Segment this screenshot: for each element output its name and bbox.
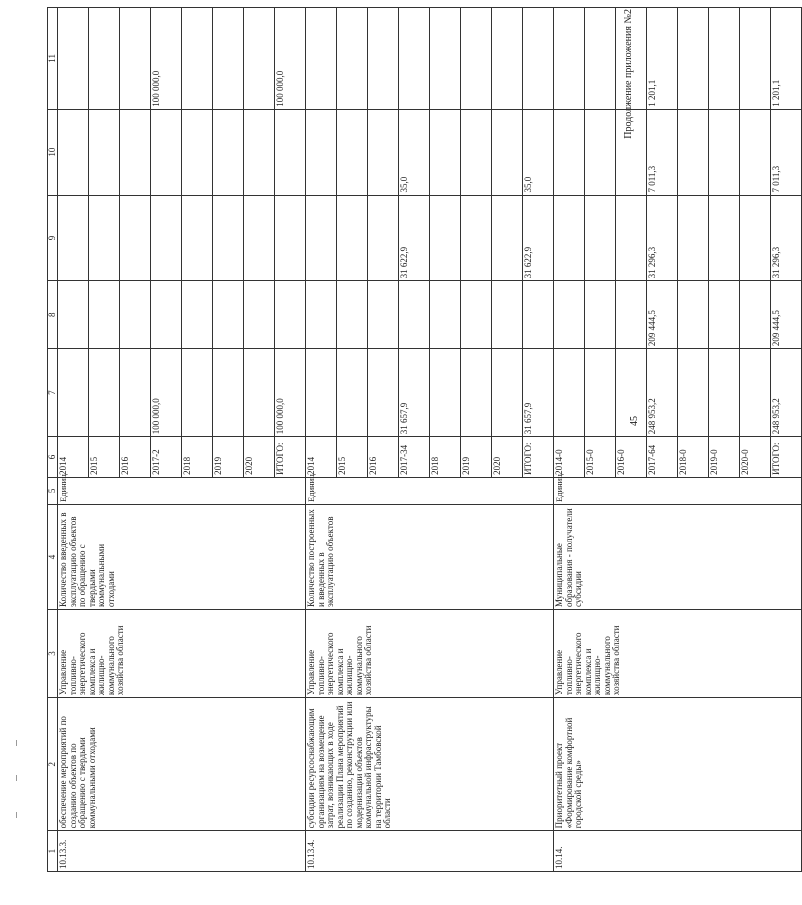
value-extra [182, 8, 213, 110]
value-total [740, 349, 771, 437]
value-federal: 209 444,5 [647, 281, 678, 349]
value-regional [430, 195, 461, 281]
page-number: 45 [629, 416, 640, 426]
row-year: 2016 [368, 437, 399, 478]
value-total [213, 349, 244, 437]
value-regional [585, 195, 616, 281]
value-local [492, 109, 523, 195]
value-federal [213, 281, 244, 349]
value-local [678, 109, 709, 195]
header-row [48, 8, 58, 872]
value-local [244, 109, 275, 195]
value-federal [461, 281, 492, 349]
value-local [368, 109, 399, 195]
header-col-9: 9 [48, 195, 58, 281]
value-extra [58, 8, 89, 110]
value-federal [678, 281, 709, 349]
value-total [461, 349, 492, 437]
value-federal [399, 281, 430, 349]
table-row [554, 8, 585, 872]
value-extra [616, 8, 647, 110]
value-extra [740, 8, 771, 110]
header-col-10: 10 [48, 109, 58, 195]
section-code: 10.14. [554, 831, 802, 872]
value-federal [275, 281, 306, 349]
header-col-3: 3 [48, 609, 58, 697]
value-total: 248 953,2 [771, 349, 802, 437]
value-total: 100 000,0 [151, 349, 182, 437]
row-year: 2015 [89, 437, 120, 478]
row-year: 2014 [58, 437, 89, 478]
value-local: 7 011,3 [647, 109, 678, 195]
header-col-5: 5 [48, 477, 58, 504]
value-federal [616, 281, 647, 349]
value-regional [244, 195, 275, 281]
section-unit: Единиц [554, 477, 802, 504]
value-total [182, 349, 213, 437]
value-regional [213, 195, 244, 281]
value-regional [89, 195, 120, 281]
value-total [89, 349, 120, 437]
value-local [275, 109, 306, 195]
row-year: 2016-0 [616, 437, 647, 478]
value-regional [182, 195, 213, 281]
value-local [89, 109, 120, 195]
value-total [678, 349, 709, 437]
value-regional [709, 195, 740, 281]
header-col-4: 4 [48, 504, 58, 609]
section-code: 10.13.4. [306, 831, 554, 872]
scan-artifact [16, 740, 17, 746]
value-regional [461, 195, 492, 281]
value-local [461, 109, 492, 195]
header-col-1: 1 [48, 831, 58, 872]
value-extra [89, 8, 120, 110]
value-local [306, 109, 337, 195]
row-year: ИТОГО: [771, 437, 802, 478]
row-year: 2018 [430, 437, 461, 478]
value-regional [492, 195, 523, 281]
value-local: 7 011,3 [771, 109, 802, 195]
row-year: 2019 [461, 437, 492, 478]
value-regional [306, 195, 337, 281]
value-federal [306, 281, 337, 349]
value-local [616, 109, 647, 195]
section-executor: Управление топливно-энергетического комплекса и жилищно-коммунального хозяйства области [554, 609, 802, 697]
value-local: 35,0 [523, 109, 554, 195]
value-extra [461, 8, 492, 110]
value-federal [554, 281, 585, 349]
row-year: 2019 [213, 437, 244, 478]
value-total [554, 349, 585, 437]
value-local [430, 109, 461, 195]
row-year: 2020 [244, 437, 275, 478]
value-regional: 31 622,9 [523, 195, 554, 281]
rotated-sheet [43, 7, 782, 872]
value-regional [368, 195, 399, 281]
row-year: 2017-34 [399, 437, 430, 478]
value-regional [554, 195, 585, 281]
section-unit: Единиц [306, 477, 554, 504]
value-total [492, 349, 523, 437]
value-extra: 100 000,0 [275, 8, 306, 110]
value-local [58, 109, 89, 195]
value-local [709, 109, 740, 195]
section-executor: Управление топливно-энергетического комплекса и жилищно-коммунального хозяйства области [58, 609, 306, 697]
table-row [58, 8, 89, 872]
header-col-8: 8 [48, 281, 58, 349]
header-col-2: 2 [48, 698, 58, 831]
value-regional [275, 195, 306, 281]
value-federal [337, 281, 368, 349]
row-year: 2014-0 [554, 437, 585, 478]
section-name: обеспечение мероприятий по созданию объектов по обращению с твердыми коммунальными отходами [58, 698, 306, 831]
row-year: 2018-0 [678, 437, 709, 478]
value-local [740, 109, 771, 195]
value-regional [151, 195, 182, 281]
value-total [58, 349, 89, 437]
value-federal [120, 281, 151, 349]
header-col-11: 11 [48, 8, 58, 110]
value-local [585, 109, 616, 195]
section-name: Приоритетный проект «Формирование комфортной городской среды» [554, 698, 802, 831]
value-total [430, 349, 461, 437]
value-extra [306, 8, 337, 110]
value-regional: 31 296,3 [647, 195, 678, 281]
program-table [47, 7, 802, 872]
row-year: ИТОГО: [523, 437, 554, 478]
value-extra [368, 8, 399, 110]
value-regional [616, 195, 647, 281]
value-federal [151, 281, 182, 349]
value-extra [709, 8, 740, 110]
value-extra [337, 8, 368, 110]
appendix-label: Продолжение приложения №2 [623, 9, 634, 139]
row-year: 2015-0 [585, 437, 616, 478]
value-extra [585, 8, 616, 110]
value-local [554, 109, 585, 195]
value-extra [430, 8, 461, 110]
section-code: 10.13.3. [58, 831, 306, 872]
value-federal [58, 281, 89, 349]
value-total [368, 349, 399, 437]
value-local [182, 109, 213, 195]
value-local: 35,0 [399, 109, 430, 195]
value-extra [120, 8, 151, 110]
value-extra [213, 8, 244, 110]
value-regional [58, 195, 89, 281]
row-year: 2014 [306, 437, 337, 478]
header-col-7: 7 [48, 349, 58, 437]
value-regional [337, 195, 368, 281]
value-local [120, 109, 151, 195]
value-total: 100 000,0 [275, 349, 306, 437]
value-federal [89, 281, 120, 349]
row-year: 2017-64 [647, 437, 678, 478]
header-col-6: 6 [48, 437, 58, 478]
value-extra [399, 8, 430, 110]
value-regional [678, 195, 709, 281]
section-unit: Единиц [58, 477, 306, 504]
value-extra: 1 201,1 [771, 8, 802, 110]
value-extra [554, 8, 585, 110]
value-extra [523, 8, 554, 110]
value-regional [740, 195, 771, 281]
section-name: субсидии ресурсоснабжающим организациям на возмещение затрат, возникающих в ходе реализации Плана мероприятий по созданию, реконструкции или модернизации объектов коммунальной инфраструктуры на территории Тамбовской области [306, 698, 554, 831]
value-extra [492, 8, 523, 110]
value-federal [523, 281, 554, 349]
value-total [709, 349, 740, 437]
value-total [306, 349, 337, 437]
value-total [337, 349, 368, 437]
scan-artifact [16, 812, 17, 818]
value-federal: 209 444,5 [771, 281, 802, 349]
value-federal [492, 281, 523, 349]
row-year: 2018 [182, 437, 213, 478]
value-total [120, 349, 151, 437]
value-regional: 31 622,9 [399, 195, 430, 281]
value-total: 31 657,9 [523, 349, 554, 437]
section-indicator: Количество введенных в эксплуатацию объектов по обращению с твердыми коммунальными отходами [58, 504, 306, 609]
table-row [306, 8, 337, 872]
value-total [616, 349, 647, 437]
value-total: 248 953,2 [647, 349, 678, 437]
value-local [151, 109, 182, 195]
row-year: 2017-2 [151, 437, 182, 478]
value-federal [430, 281, 461, 349]
value-local [337, 109, 368, 195]
value-regional [120, 195, 151, 281]
value-total [585, 349, 616, 437]
value-federal [368, 281, 399, 349]
section-indicator: Количество построенных и введенных в эксплуатацию объектов [306, 504, 554, 609]
row-year: 2020-0 [740, 437, 771, 478]
value-regional: 31 296,3 [771, 195, 802, 281]
value-extra: 1 201,1 [647, 8, 678, 110]
row-year: 2016 [120, 437, 151, 478]
value-federal [182, 281, 213, 349]
value-extra [244, 8, 275, 110]
row-year: 2020 [492, 437, 523, 478]
section-executor: Управление топливно-энергетического комплекса и жилищно-коммунального хозяйства области [306, 609, 554, 697]
value-extra: 100 000,0 [151, 8, 182, 110]
row-year: 2015 [337, 437, 368, 478]
value-local [213, 109, 244, 195]
row-year: 2019-0 [709, 437, 740, 478]
value-total [244, 349, 275, 437]
value-federal [585, 281, 616, 349]
section-indicator: Муниципальные образования - получатели субсидии [554, 504, 802, 609]
value-federal [740, 281, 771, 349]
value-total: 31 657,9 [399, 349, 430, 437]
value-federal [709, 281, 740, 349]
value-extra [678, 8, 709, 110]
value-federal [244, 281, 275, 349]
row-year: ИТОГО: [275, 437, 306, 478]
scan-artifact [16, 775, 17, 781]
